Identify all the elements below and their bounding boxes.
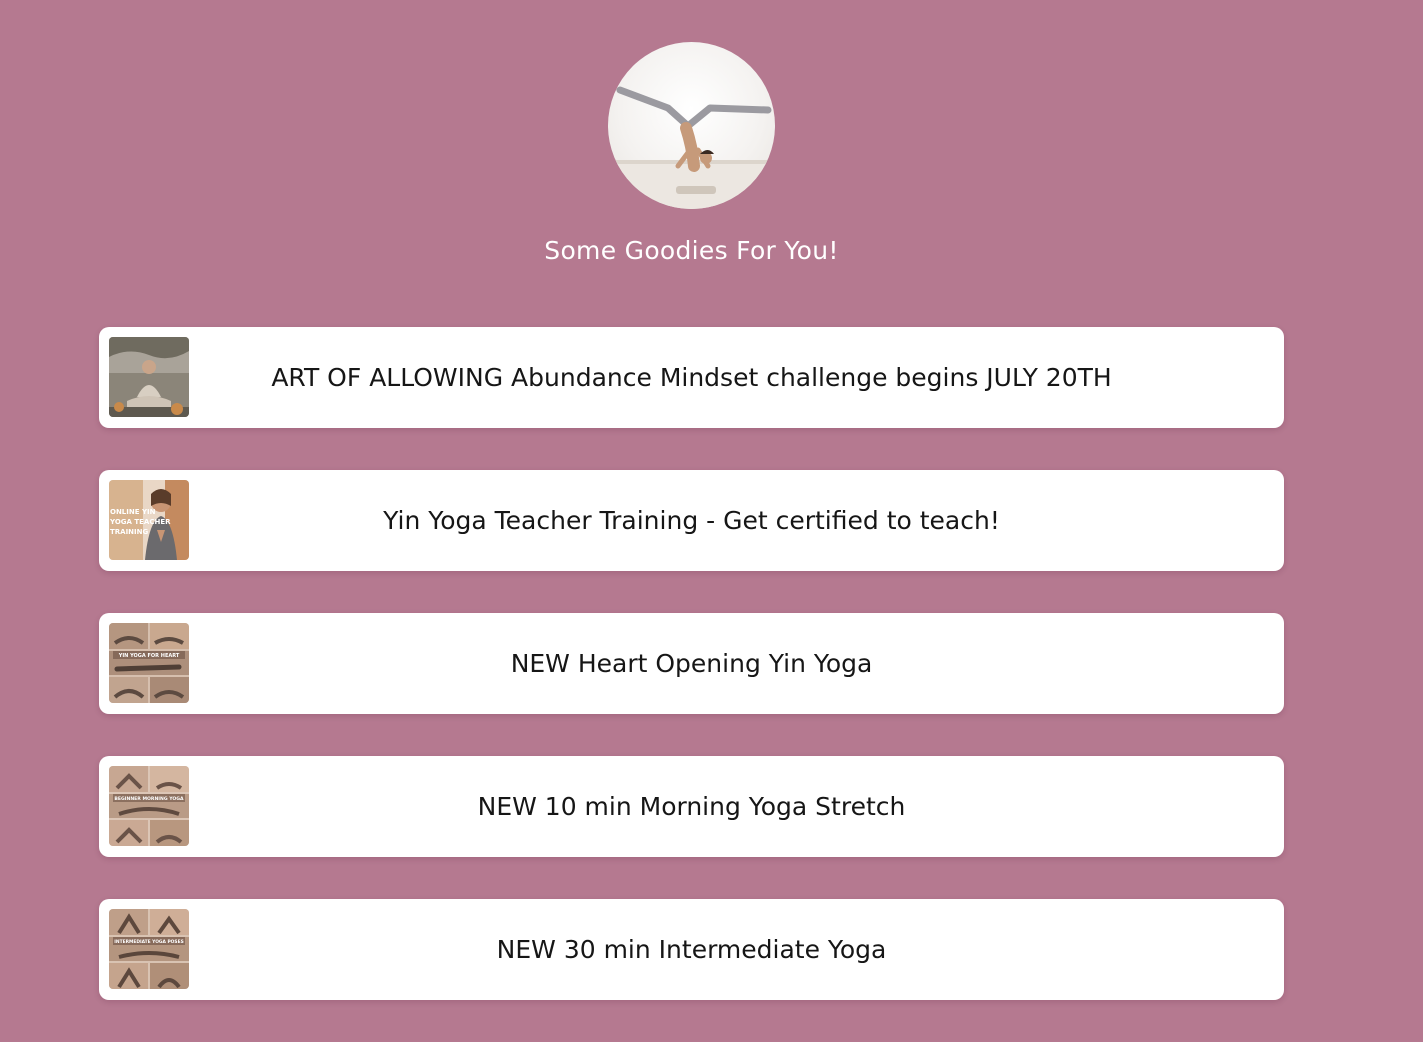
yoga-handstand-avatar-icon [608, 42, 775, 209]
link-label: NEW 30 min Intermediate Yoga [496, 935, 887, 964]
link-card-heart-opening[interactable] [99, 613, 1284, 714]
svg-text:YOGA TEACHER: YOGA TEACHER [110, 518, 171, 526]
morning-yoga-video-thumbnail-icon [109, 766, 189, 846]
link-card-yin-teacher-training[interactable] [99, 470, 1284, 571]
link-list [99, 327, 1284, 1042]
intermediate-yoga-video-thumbnail-icon [109, 909, 189, 989]
link-label: ART OF ALLOWING Abundance Mindset challenge begins JULY 20TH [271, 363, 1112, 392]
link-label: NEW Heart Opening Yin Yoga [510, 649, 873, 678]
heart-yoga-video-thumbnail-icon [109, 623, 189, 703]
svg-text:ONLINE YIN: ONLINE YIN [110, 508, 156, 516]
profile-avatar [608, 42, 775, 209]
link-label: Yin Yoga Teacher Training - Get certified to teach! [383, 506, 1000, 535]
meditation-photo-thumbnail-icon [109, 337, 189, 417]
thumb-caption: BEGINNER MORNING YOGA [114, 797, 184, 802]
link-card-art-of-allowing[interactable] [99, 327, 1284, 428]
teacher-training-thumbnail-icon [109, 480, 189, 560]
link-card-morning-stretch[interactable] [99, 756, 1284, 857]
thumb-caption: INTERMEDIATE YOGA POSES [114, 940, 184, 945]
thumb-caption: YIN YOGA FOR HEART [118, 653, 180, 659]
svg-text:TRAINING: TRAINING [110, 528, 149, 536]
link-card-intermediate-yoga[interactable] [99, 899, 1284, 1000]
profile-headline: Some Goodies For You! [544, 236, 839, 265]
link-label: NEW 10 min Morning Yoga Stretch [477, 792, 906, 821]
